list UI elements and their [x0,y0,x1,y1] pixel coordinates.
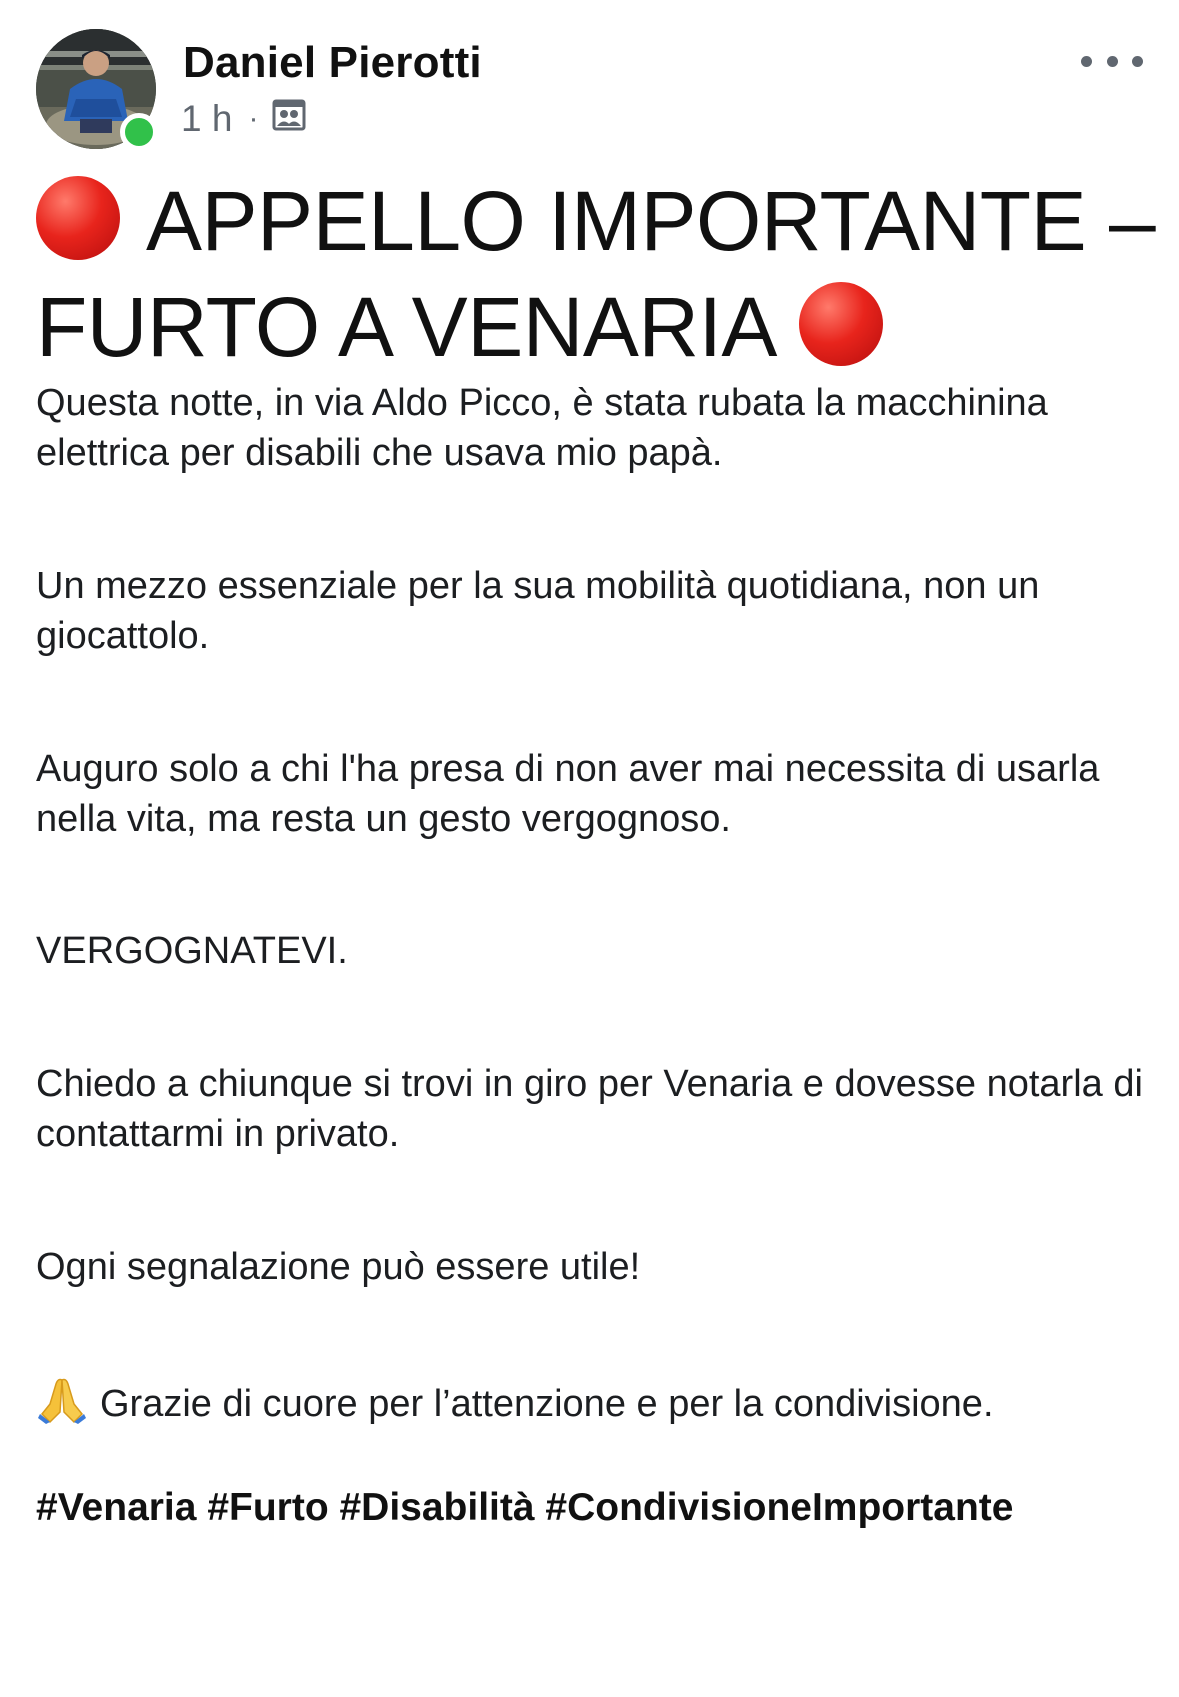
more-options-button[interactable] [1081,46,1143,76]
author-name[interactable]: Daniel Pierotti [183,38,482,87]
more-dot-icon [1081,56,1092,67]
red-circle-icon [36,176,120,260]
post-paragraph: Auguro solo a chi l'ha presa di non aver mai necessita di usarla nella vita, ma resta un gesto vergognoso. [36,748,1100,840]
post-meta [181,98,306,140]
hashtag-link[interactable]: #Venaria [36,1486,197,1529]
meta-separator: · [248,102,259,135]
more-dot-icon [1132,56,1143,67]
post-time[interactable]: 1 h [181,98,233,139]
online-status-dot [120,113,158,151]
post-title [36,168,1156,380]
red-circle-icon [799,282,883,366]
title-line-1: APPELLO IMPORTANTE – [146,174,1156,268]
title-line-2: FURTO A VENARIA [36,280,777,374]
author-avatar[interactable] [36,29,156,149]
post-paragraph: Un mezzo essenziale per la sua mobilità quotidiana, non un giocattolo. [36,565,1040,657]
thanks-text: Grazie di cuore per l’attenzione e per la condivisione. [100,1383,994,1425]
friends-audience-icon[interactable] [272,98,306,140]
hashtag-link[interactable]: #CondivisioneImportante [545,1486,1014,1529]
post-paragraph: VERGOGNATEVI. [36,930,348,972]
hashtag-link[interactable]: #Furto [207,1486,329,1529]
post-paragraph: Questa notte, in via Aldo Picco, è stata rubata la macchinina elettrica per disabili che usava mio papà. [36,382,1048,474]
praying-hands-icon [36,1374,88,1437]
thanks-paragraph [36,1374,1156,1437]
post-paragraph: Ogni segnalazione può essere utile! [36,1246,641,1288]
post-paragraph: Chiedo a chiunque si trovi in giro per Venaria e dovesse notarla di contattarmi in privato. [36,1063,1143,1155]
hashtag-link[interactable]: #Disabilità [339,1486,535,1529]
hashtag-row [36,1486,1176,1530]
more-dot-icon [1107,56,1118,67]
